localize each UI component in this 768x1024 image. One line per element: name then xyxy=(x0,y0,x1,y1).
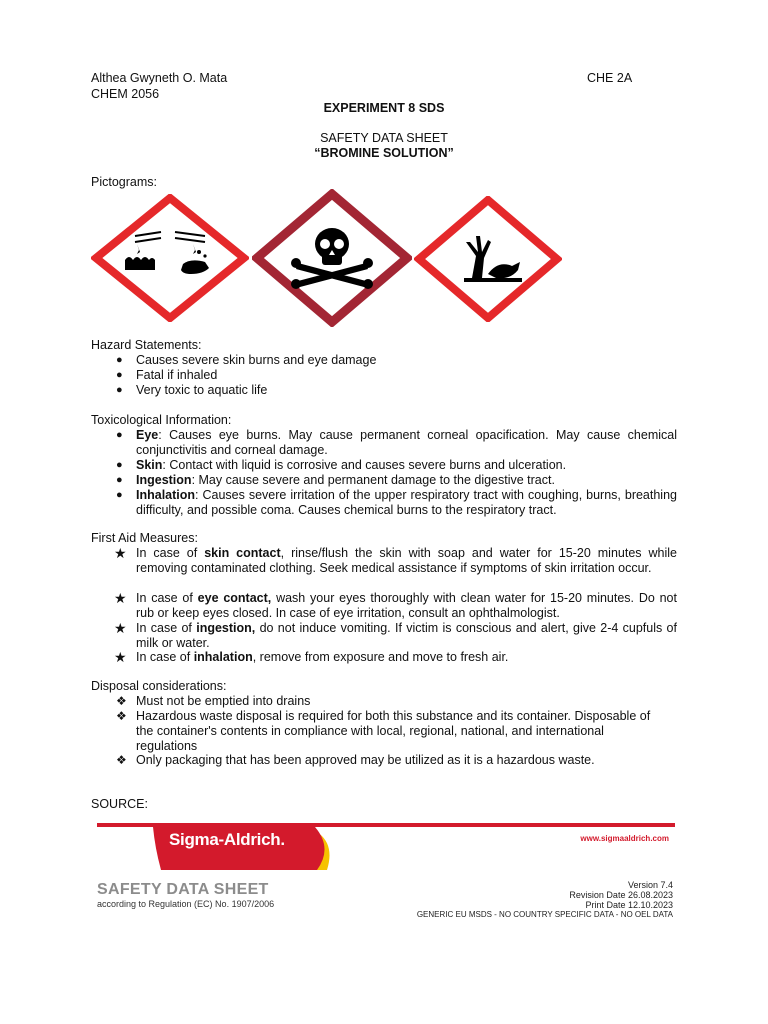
hazard-heading: Hazard Statements: xyxy=(91,338,202,352)
sheet-title: SAFETY DATA SHEET xyxy=(320,131,448,145)
toxicology-item-skin: Skin: Contact with liquid is corrosive and causes severe burns and ulceration. xyxy=(136,458,567,472)
bullet-icon: ● xyxy=(116,369,123,381)
disposal-heading: Disposal considerations: xyxy=(91,679,227,693)
disposal-item: Hazardous waste disposal is required for both this substance and its container. Disposable of the container's contents in compliance with local, regional, national, and international regulations xyxy=(136,709,651,753)
substance-title: “BROMINE SOLUTION” xyxy=(314,146,454,160)
course-code: CHEM 2056 xyxy=(91,87,160,101)
hazard-item: Causes severe skin burns and eye damage xyxy=(136,353,377,367)
star-icon: ★ xyxy=(114,590,127,606)
experiment-title: EXPERIMENT 8 SDS xyxy=(323,101,445,115)
first-aid-item-eye: In case of eye contact, wash your eyes thoroughly with clean water for 15-20 minutes. Do not rub or keep eyes closed. In case of eye irritation, consult an ophthalmologist. xyxy=(136,591,677,620)
bullet-icon: ● xyxy=(116,384,123,396)
first-aid-item-ingestion: In case of ingestion, do not induce vomiting. If victim is conscious and alert, give 2-4 cupfuls of milk or water. xyxy=(136,621,677,650)
environment-icon xyxy=(414,196,562,322)
sds-regulation: according to Regulation (EC) No. 1907/2006 xyxy=(97,899,275,909)
disposal-item: Must not be emptied into drains xyxy=(136,694,311,708)
sds-version: Version 7.4 xyxy=(627,880,673,890)
sds-note: GENERIC EU MSDS - NO COUNTRY SPECIFIC DATA - NO OEL DATA xyxy=(416,910,673,919)
sds-doc-title: SAFETY DATA SHEET xyxy=(97,881,269,898)
toxicology-item-eye: Eye: Causes eye burns. May cause permanent corneal opacification. May cause chemical conjunctivitis and corneal damage. xyxy=(136,428,677,457)
bullet-icon: ● xyxy=(116,429,123,441)
star-icon: ★ xyxy=(114,649,127,665)
bullet-icon: ● xyxy=(116,489,123,501)
toxicology-item-inhalation: Inhalation: Causes severe irritation of the upper respiratory tract with coughing, burns, breathing difficulty, and possible coma. Causes chemical burns to the respiratory tract. xyxy=(136,488,677,517)
first-aid-item-skin: In case of skin contact, rinse/flush the skin with soap and water for 15-20 minutes while removing contaminated clothing. Seek medical assistance if symptoms of skin irritation occur. xyxy=(136,546,677,575)
corrosive-icon xyxy=(91,194,249,322)
brand-name: Sigma-Aldrich. xyxy=(169,830,285,849)
first-aid-item-inhalation: In case of inhalation, remove from exposure and move to fresh air. xyxy=(136,650,509,664)
first-aid-heading: First Aid Measures: xyxy=(91,531,198,545)
sigma-aldrich-sds-header xyxy=(97,818,675,928)
disposal-item: Only packaging that has been approved may be utilized as it is a hazardous waste. xyxy=(136,753,595,767)
skull-crossbones-icon xyxy=(252,189,412,327)
diamond-bullet-icon: ❖ xyxy=(116,694,127,708)
diamond-bullet-icon: ❖ xyxy=(116,709,127,723)
bullet-icon: ● xyxy=(116,459,123,471)
star-icon: ★ xyxy=(114,545,127,561)
star-icon: ★ xyxy=(114,620,127,636)
toxicology-item-ingestion: Ingestion: May cause severe and permanent damage to the digestive tract. xyxy=(136,473,555,487)
pictograms-heading: Pictograms: xyxy=(91,175,157,189)
section-label: CHE 2A xyxy=(587,71,633,85)
sds-revision-date: Revision Date 26.08.2023 xyxy=(569,890,673,900)
brand-url: www.sigmaaldrich.com xyxy=(580,834,669,843)
bullet-icon: ● xyxy=(116,354,123,366)
hazard-item: Fatal if inhaled xyxy=(136,368,218,382)
source-heading: SOURCE: xyxy=(91,797,148,811)
toxicology-heading: Toxicological Information: xyxy=(91,413,232,427)
hazard-item: Very toxic to aquatic life xyxy=(136,383,268,397)
sds-print-date: Print Date 12.10.2023 xyxy=(585,900,673,910)
diamond-bullet-icon: ❖ xyxy=(116,753,127,767)
student-name: Althea Gwyneth O. Mata xyxy=(91,71,228,85)
bullet-icon: ● xyxy=(116,474,123,486)
